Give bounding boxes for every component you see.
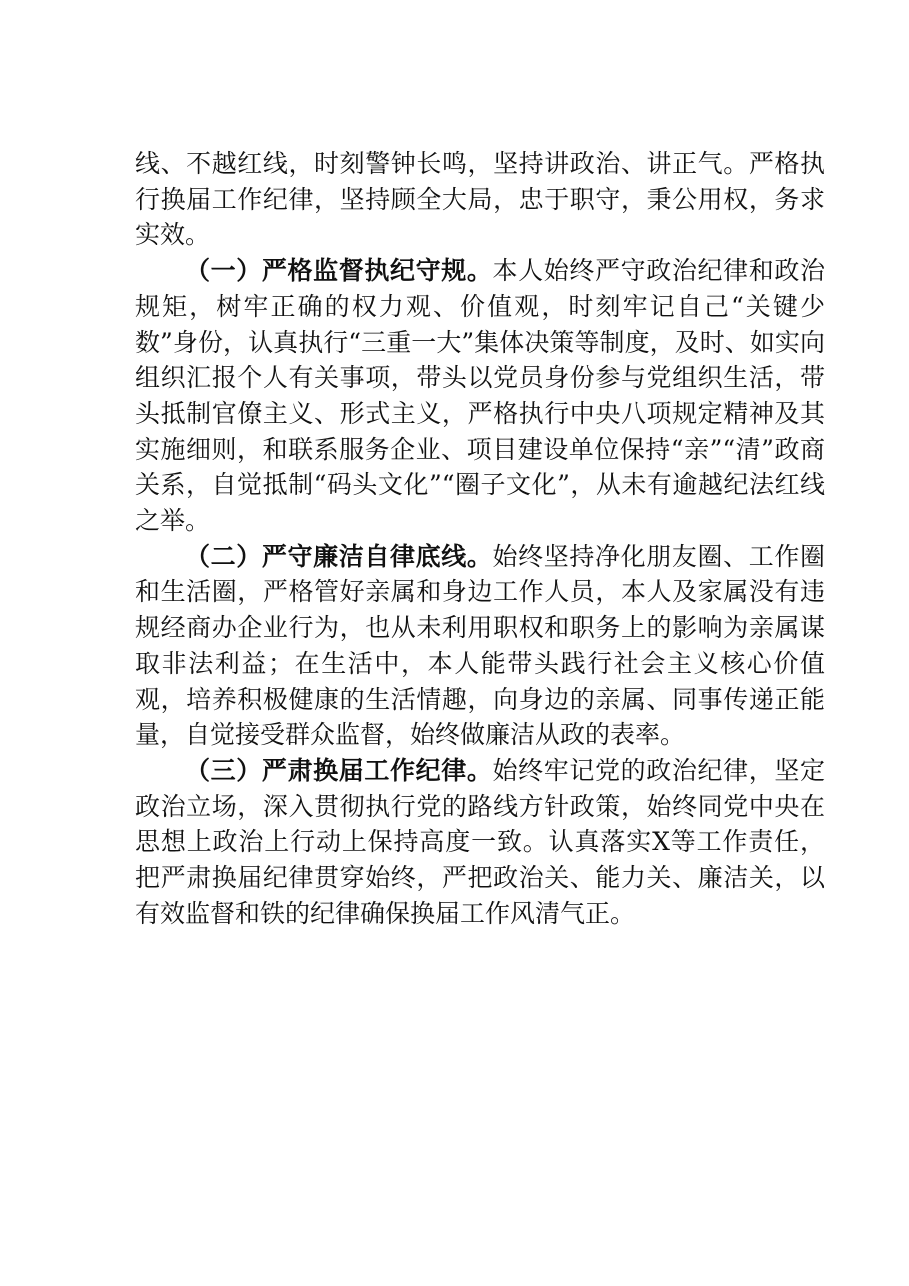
paragraph-section-1 [135,253,825,539]
paragraph-text: 本人始终严守政治纪律和政治规矩，树牢正确的权力观、价值观，时刻牢记自己“关键少数”身份，认真执行“三重一大”集体决策等制度，及时、如实向组织汇报个人有关事项，带头以党员身份参与党组织生活，带头抵制官僚主义、形式主义，严格执行中央八项规定精神及其实施细则，和联系服务企业、项目建设单位保持“亲”“清”政商关系，自觉抵制“码头文化”“圈子文化”，从未有逾越纪法红线之举。 [135,256,825,536]
paragraph-section-3 [135,753,825,932]
paragraph-continued [135,146,825,253]
paragraph-text: 始终牢记党的政治纪律，坚定政治立场，深入贯彻执行党的路线方针政策，始终同党中央在思想上政治上行动上保持高度一致。认真落实X等工作责任，把严肃换届纪律贯穿始终，严把政治关、能力关、廉洁关，以有效监督和铁的纪律确保换届工作风清气正。 [135,755,825,928]
section-heading: （三）严肃换届工作纪律。 [185,755,493,785]
paragraph-text: 始终坚持净化朋友圈、工作圈和生活圈，严格管好亲属和身边工作人员，本人及家属没有违规经商办企业行为，也从未利用职权和职务上的影响为亲属谋取非法利益；在生活中，本人能带头践行社会主义核心价值观，培养积极健康的生活情趣，向身边的亲属、同事传递正能量，自觉接受群众监督，始终做廉洁从政的表率。 [135,541,825,750]
paragraph-section-2 [135,539,825,753]
section-heading: （一）严格监督执纪守规。 [185,256,493,286]
paragraph-text: 线、不越红线，时刻警钟长鸣，坚持讲政治、讲正气。严格执行换届工作纪律，坚持顾全大局，忠于职守，秉公用权，务求实效。 [135,149,825,250]
section-heading: （二）严守廉洁自律底线。 [185,541,493,571]
document-body [135,146,825,931]
